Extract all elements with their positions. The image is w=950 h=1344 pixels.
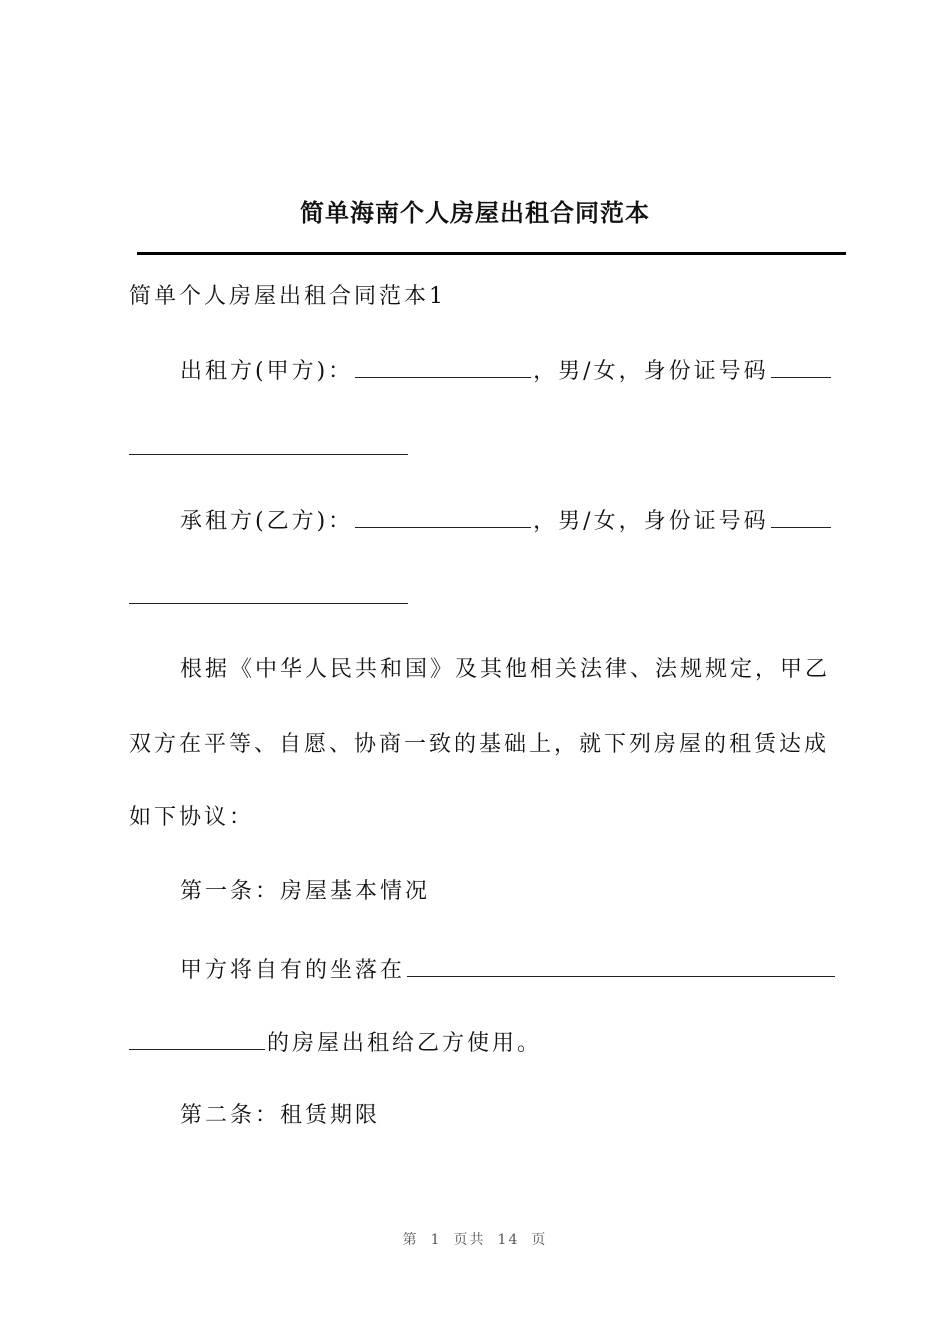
article-1-text-start: 甲方将自有的坐落在 [180,958,406,983]
total-pages: 14 [497,1232,520,1248]
party-b-id-blank-continued [129,603,408,604]
party-b-line [180,505,844,537]
address-blank [407,954,835,977]
party-b-label: 承租方(乙方)： [180,509,354,534]
party-b-gender-text: ，男/女，身份证号码 [533,509,769,534]
party-a-gender-text: ，男/女，身份证号码 [533,359,769,384]
article-2-title: 第二条：租赁期限 [180,1103,381,1128]
party-b-id-blank [771,505,831,528]
party-a-line [180,355,844,387]
article-1-line [180,954,844,986]
document-subtitle: 简单个人房屋出租合同范本1 [129,284,446,309]
party-a-label: 出租方(甲方)： [180,359,354,384]
page-number: 1 [430,1232,442,1248]
footer-label-pre: 第 [402,1232,419,1248]
article-1-text-end: 的房屋出租给乙方使用。 [267,1031,543,1056]
article-1-title: 第一条：房屋基本情况 [180,879,431,904]
title-divider [137,252,846,255]
paragraph-line: 双方在平等、自愿、协商一致的基础上，就下列房屋的租赁达成 [129,732,830,757]
footer-label-mid: 页共 [453,1232,486,1248]
document-title: 简单海南个人房屋出租合同范本 [300,199,650,227]
address-blank-continued [129,1027,265,1050]
party-b-name-blank [355,505,531,528]
party-a-id-blank [771,355,831,378]
party-a-id-blank-continued [129,454,408,455]
party-a-name-blank [355,355,531,378]
paragraph-line: 根据《中华人民共和国》及其他相关法律、法规规定，甲乙 [180,657,831,682]
article-1-line-2 [129,1027,844,1059]
paragraph-line: 如下协议： [129,805,255,830]
page-footer [0,1229,950,1249]
footer-label-post: 页 [531,1232,548,1248]
